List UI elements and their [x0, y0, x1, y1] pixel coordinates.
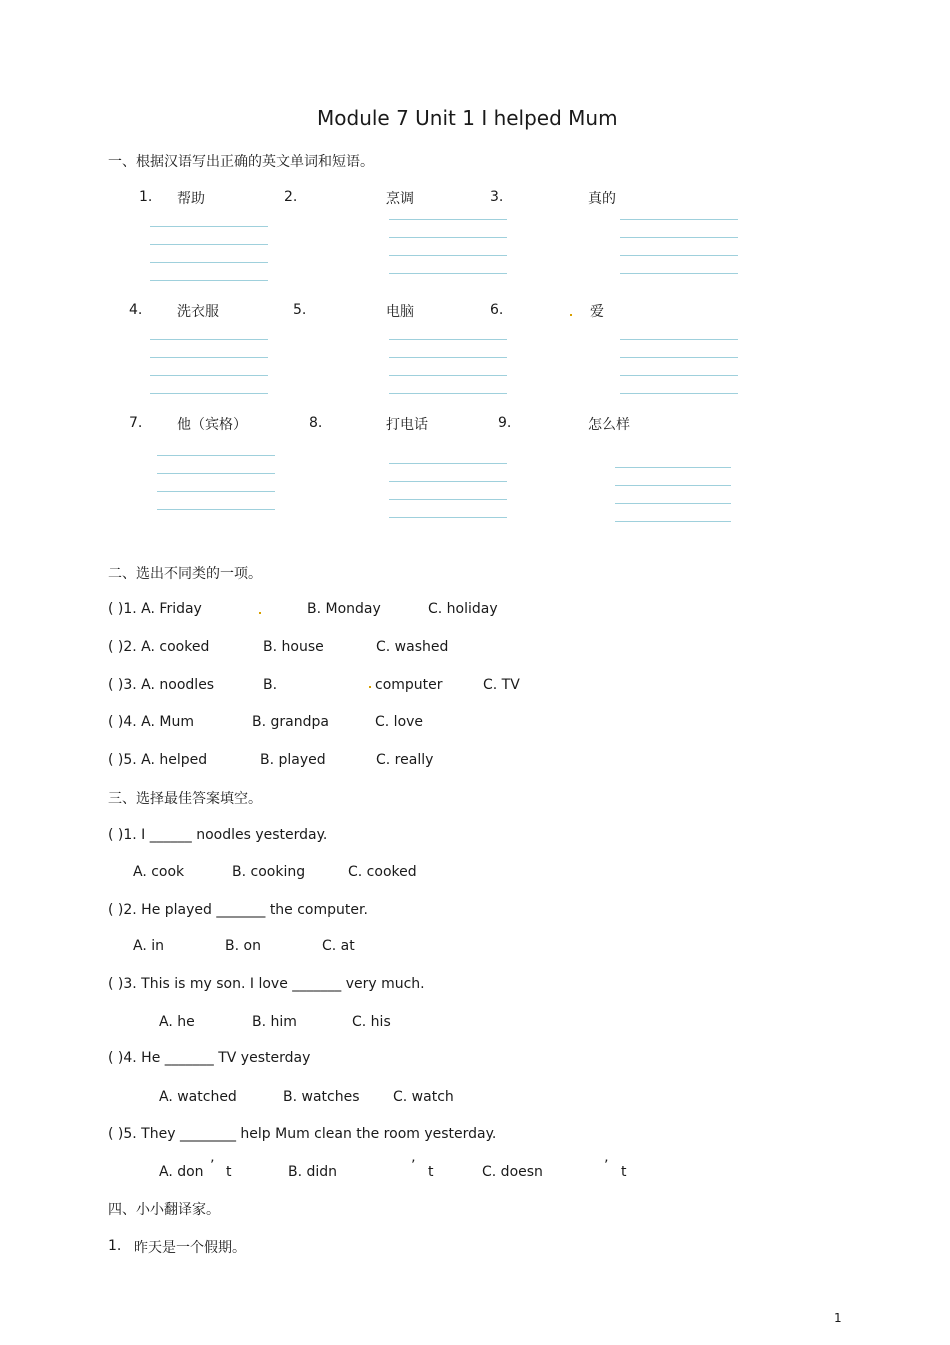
writing-line [157, 473, 275, 474]
section-2-heading: 二、选出不同类的一项。 [108, 566, 262, 582]
writing-line [150, 339, 268, 340]
option-b: B. him [252, 1014, 297, 1030]
writing-line [389, 481, 507, 482]
option-a: A. don [159, 1164, 204, 1180]
writing-line [389, 273, 507, 274]
writing-line [389, 517, 507, 518]
stray-mark [570, 314, 572, 316]
option-a: A. in [133, 938, 164, 954]
item-number: 4. [129, 302, 143, 318]
option-a: A. he [159, 1014, 195, 1030]
item-number: 1. [108, 1238, 122, 1254]
question-stem: ( )1. I ______ noodles yesterday. [108, 827, 328, 843]
option-c: C. watch [393, 1089, 454, 1105]
option-b-word: computer [375, 677, 443, 693]
option-b: B. cooking [232, 864, 306, 880]
option-a-t: t [226, 1164, 232, 1180]
writing-line [150, 375, 268, 376]
writing-line [620, 375, 738, 376]
writing-line [157, 491, 275, 492]
question-stem: ( )4. He _______ TV yesterday [108, 1050, 311, 1066]
translation-item: 昨天是一个假期。 [134, 1240, 246, 1256]
writing-line [389, 219, 507, 220]
writing-line [620, 393, 738, 394]
writing-line [389, 463, 507, 464]
writing-line [150, 226, 268, 227]
writing-line [620, 357, 738, 358]
item-number: 8. [309, 415, 323, 431]
writing-line [150, 280, 268, 281]
question-stem: ( )5. A. helped [108, 752, 208, 768]
writing-line [389, 339, 507, 340]
item-number: 1. [139, 189, 153, 205]
question-stem: ( )3. This is my son. I love _______ very much. [108, 976, 425, 992]
option-c: C. his [352, 1014, 391, 1030]
writing-line [620, 273, 738, 274]
writing-line [615, 503, 731, 504]
writing-line [620, 339, 738, 340]
writing-line [620, 255, 738, 256]
writing-line [389, 393, 507, 394]
option-c: C. TV [483, 677, 520, 693]
option-c: C. washed [376, 639, 449, 655]
option-a-apostrophe: ’ [210, 1158, 215, 1174]
writing-line [389, 255, 507, 256]
item-chinese-word: 打电话 [386, 417, 428, 433]
option-b: B. house [263, 639, 324, 655]
writing-line [157, 455, 275, 456]
item-chinese-word: 烹调 [386, 191, 414, 207]
section-4-heading: 四、小小翻译家。 [108, 1202, 220, 1218]
item-chinese-word: 帮助 [177, 191, 205, 207]
writing-line [389, 375, 507, 376]
stray-mark [369, 686, 371, 688]
option-c: C. really [376, 752, 434, 768]
writing-line [389, 357, 507, 358]
option-c: C. cooked [348, 864, 417, 880]
item-chinese-word: 爱 [590, 304, 604, 320]
writing-line [150, 244, 268, 245]
option-b: B. watches [283, 1089, 360, 1105]
item-number: 5. [293, 302, 307, 318]
option-a: A. watched [159, 1089, 237, 1105]
question-stem: ( )2. A. cooked [108, 639, 210, 655]
item-chinese-word: 他（宾格） [177, 417, 247, 433]
option-c: C. doesn [482, 1164, 543, 1180]
writing-line [615, 485, 731, 486]
option-a: A. cook [133, 864, 185, 880]
question-stem: ( )3. A. noodles [108, 677, 215, 693]
item-chinese-word: 真的 [588, 191, 616, 207]
page-title: Module 7 Unit 1 I helped Mum [317, 106, 618, 130]
option-b-t: t [428, 1164, 434, 1180]
writing-line [150, 393, 268, 394]
item-number: 6. [490, 302, 504, 318]
writing-line [150, 262, 268, 263]
item-number: 2. [284, 189, 298, 205]
item-number: 9. [498, 415, 512, 431]
writing-line [157, 509, 275, 510]
stray-mark [259, 612, 261, 614]
question-stem: ( )1. A. Friday [108, 601, 202, 617]
item-number: 3. [490, 189, 504, 205]
option-b: B. grandpa [252, 714, 329, 730]
question-stem: ( )4. A. Mum [108, 714, 195, 730]
option-c: C. holiday [428, 601, 498, 617]
writing-line [615, 521, 731, 522]
option-c: C. love [375, 714, 424, 730]
section-3-heading: 三、选择最佳答案填空。 [108, 791, 262, 807]
writing-line [389, 237, 507, 238]
option-b: B. didn [288, 1164, 338, 1180]
writing-line [389, 499, 507, 500]
option-b-apostrophe: ’ [411, 1158, 416, 1174]
writing-line [615, 467, 731, 468]
writing-line [150, 357, 268, 358]
question-stem: ( )5. They ________ help Mum clean the room yesterday. [108, 1126, 497, 1142]
option-c-apostrophe: ’ [604, 1158, 609, 1174]
option-c: C. at [322, 938, 355, 954]
item-chinese-word: 电脑 [386, 304, 414, 320]
question-stem: ( )2. He played _______ the computer. [108, 902, 368, 918]
item-chinese-word: 怎么样 [588, 417, 630, 433]
page-number: 1 [834, 1311, 842, 1325]
writing-line [620, 237, 738, 238]
item-number: 7. [129, 415, 143, 431]
option-b: B. on [225, 938, 261, 954]
section-1-heading: 一、根据汉语写出正确的英文单词和短语。 [108, 154, 374, 170]
option-b: B. [263, 677, 278, 693]
option-b: B. Monday [307, 601, 381, 617]
option-c-t: t [621, 1164, 627, 1180]
option-b: B. played [260, 752, 326, 768]
writing-line [620, 219, 738, 220]
item-chinese-word: 洗衣服 [177, 304, 219, 320]
